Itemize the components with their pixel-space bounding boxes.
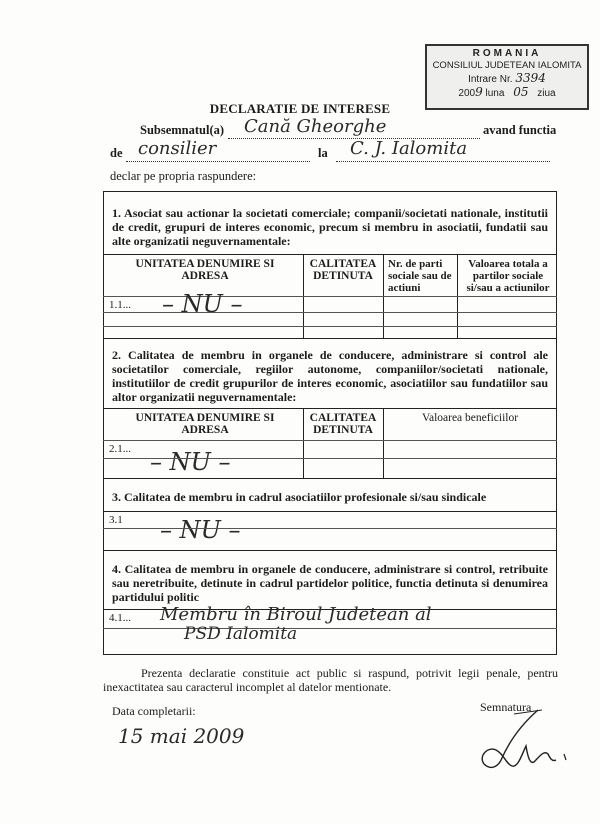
s2-row-line-2 [103, 458, 557, 459]
signature-label: Semnatura [480, 700, 532, 714]
s1-col-nr-parti: Nr. de parti sociale sau de actiuni [388, 258, 452, 294]
s1-row-line-3 [103, 326, 557, 327]
s2-row-top [103, 440, 557, 441]
date-value: 15 mai 2009 [118, 724, 245, 748]
stamp-year-prefix: 200 [458, 88, 476, 99]
date-label: Data completarii: [112, 704, 196, 718]
s2-col-calitatea: CALITATEA DETINUTA [309, 412, 377, 436]
subsemnatul-label: Subsemnatul(a) [140, 123, 225, 137]
stamp-intrare-number: 3394 [515, 71, 546, 85]
stamp-intrare [427, 72, 587, 86]
stamp-intrare-label: Intrare Nr. [468, 74, 513, 85]
s3-row-top [103, 511, 557, 512]
de-dots [126, 161, 310, 162]
s1-table-top [103, 254, 557, 255]
footer-statement: Prezenta declaratie constituie act public si raspund, potrivit legii penale, pentru inexactitatea sau caracterul incomplet al datelor mentionate. [103, 666, 558, 694]
stamp-luna-label: luna [485, 88, 505, 99]
section4-text: 4. Calitatea de membru in organele de conducere, administrare si control, retribuite sau neretribuite, detinute in cadrul partidelor politice, functia detinuta si denumirea partidului politic [112, 562, 548, 604]
s2-col-unitatea: UNITATEA DENUMIRE SI ADRESA [135, 412, 275, 436]
s3-row-label: 3.1 [109, 514, 123, 526]
section2-text: 2. Calitatea de membru in organele de conducere, administrare si control ale societatilor comerciale, regiilor autonome, companiilor/societati nationale, institutiilor de credit grupurilor de interes economic, asociatiilor sau fundatiilor sau altor organizatii neguvernamentale: [112, 348, 548, 404]
s2-row-label: 2.1... [109, 443, 131, 455]
section1-text: 1. Asociat sau actionar la societati comerciale; companii/societati nationale, institutii de credit, grupuri de interes economic, precum si membru in asociatii, fundatii sau alte organizatii neguvernamentale: [112, 206, 548, 248]
s4-row-label: 4.1... [109, 612, 131, 624]
de-label: de [110, 146, 123, 160]
s1-col-valoarea: Valoarea totala a partilor sociale si/sau a actiunilor [466, 258, 550, 294]
s1-row-line-2 [103, 312, 557, 313]
stamp-ziua-label: ziua [537, 88, 556, 99]
stamp-year-digit: 9 [475, 85, 483, 99]
s3-bottom [103, 550, 557, 551]
la-value: C. J. Ialomita [350, 138, 468, 159]
s2-bottom [103, 478, 557, 479]
s4-row-value-1: Membru în Biroul Judetean al [160, 604, 432, 625]
section3-text: 3. Calitatea de membru in cadrul asociatiilor profesionale si/sau sindicale [112, 490, 487, 504]
declar-text: declar pe propria raspundere: [110, 169, 257, 183]
s1-row-value: – NU – [162, 290, 243, 318]
s1-bottom [103, 338, 557, 339]
s3-row-value: – NU – [160, 516, 241, 544]
s2-table-top [103, 408, 557, 409]
s4-row-value-2: PSD Ialomita [184, 624, 298, 644]
s1-col-calitatea: CALITATEA DETINUTA [309, 258, 377, 282]
avand-label: avand functia [483, 123, 557, 137]
s2-col-valoarea: Valoarea beneficiilor [421, 412, 519, 424]
stamp-institution: CONSILIUL JUDETEAN IALOMITA [432, 60, 582, 71]
s2-col-div-1 [303, 408, 304, 478]
s2-row-value: – NU – [150, 448, 231, 476]
s1-row-label: 1.1... [109, 299, 131, 311]
s1-col-unitatea: UNITATEA DENUMIRE SI ADRESA [135, 258, 275, 282]
stamp-date-row [427, 86, 587, 100]
la-dots [336, 161, 550, 162]
la-label: la [318, 146, 328, 160]
document-title: DECLARATIE DE INTERESE [209, 101, 391, 116]
stamp-country: ROMANIA [472, 48, 542, 59]
de-value: consilier [138, 138, 217, 159]
subsemnatul-value: Cană Gheorghe [244, 116, 387, 137]
s2-col-div-2 [383, 408, 384, 478]
signature-mark [452, 706, 582, 776]
s4-row-line-2 [103, 628, 557, 629]
stamp-luna-value: 05 [513, 85, 529, 99]
s3-row-line-2 [103, 528, 557, 529]
